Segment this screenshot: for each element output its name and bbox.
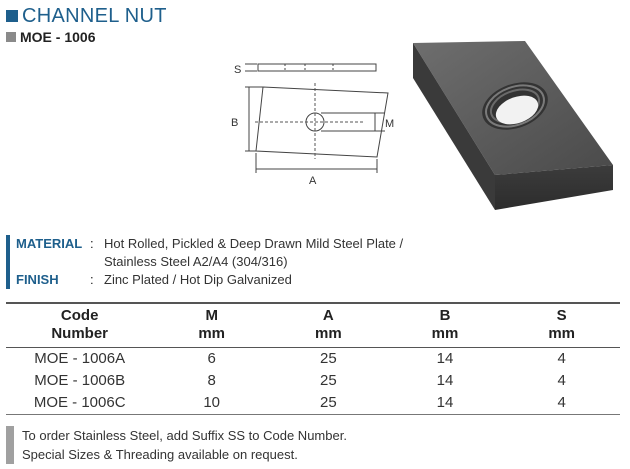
spec-value-line: Stainless Steel A2/A4 (304/316) — [104, 254, 288, 269]
spec-value — [104, 235, 566, 271]
technical-drawing-svg — [225, 55, 415, 195]
m-label: M — [385, 118, 395, 130]
cell-b: 14 — [387, 392, 504, 415]
spec-label: MATERIAL — [16, 236, 83, 251]
column-header-code — [6, 303, 153, 348]
cell-m: 8 — [207, 372, 216, 389]
cell-code: MOE - 1006C — [6, 392, 153, 415]
header-line: mm — [431, 325, 459, 342]
header-line: S — [556, 307, 567, 324]
technical-drawing — [225, 55, 415, 195]
table-row — [6, 370, 620, 392]
header-line: A — [322, 307, 334, 324]
header-line: Number — [51, 325, 109, 342]
dimension-table — [6, 302, 620, 415]
b-label: B — [231, 117, 239, 129]
s-label: S — [234, 64, 242, 76]
cell-code: MOE - 1006B — [34, 372, 126, 389]
footer-note — [6, 426, 347, 464]
table-header-row — [6, 303, 620, 348]
cell-a: 25 — [320, 372, 337, 389]
header-line: B — [439, 307, 451, 324]
spec-value-line: Zinc Plated / Hot Dip Galvanized — [104, 272, 292, 287]
side-view-plate — [258, 64, 376, 71]
cell-b: 14 — [436, 372, 454, 389]
table-row — [6, 392, 620, 415]
cell-m: 6 — [207, 350, 216, 367]
model-number: MOE - 1006 — [20, 29, 96, 45]
channel-nut-image-svg — [405, 38, 620, 213]
footer-line: Special Sizes & Threading available on request. — [22, 447, 298, 462]
channel-nut-image — [405, 38, 620, 213]
spec-value-line: Hot Rolled, Pickled & Deep Drawn Mild Steel Plate / — [104, 236, 404, 251]
header-line: mm — [548, 325, 575, 342]
spec-value — [104, 271, 566, 289]
header-line: M — [205, 307, 218, 324]
header-line: mm — [198, 325, 226, 342]
header-line: Code — [60, 307, 99, 324]
a-label: A — [309, 175, 317, 187]
model-marker — [6, 32, 16, 42]
model-row — [6, 28, 95, 46]
cell-s: 4 — [557, 350, 566, 367]
footer-text — [22, 426, 347, 464]
specifications — [6, 235, 566, 289]
page-title: CHANNEL NUT — [22, 4, 167, 27]
footer-line: To order Stainless Steel, add Suffix SS to Code Number. — [22, 428, 347, 443]
cell-s: 4 — [557, 372, 566, 389]
cell-code: MOE - 1006A — [34, 350, 126, 367]
cell-a: 25 — [320, 350, 337, 367]
title-row — [6, 5, 167, 27]
cell-s: 4 — [503, 392, 620, 415]
column-header-s — [503, 303, 620, 348]
spec-finish — [6, 271, 566, 289]
column-header-b — [387, 303, 504, 348]
cell-a: 25 — [270, 392, 387, 415]
cell-b: 14 — [436, 350, 454, 367]
spec-material — [6, 235, 566, 271]
footer-marker — [6, 426, 14, 464]
spec-marker — [6, 235, 10, 271]
header-line: mm — [315, 325, 342, 342]
spec-colon: : — [90, 272, 94, 287]
column-header-m — [153, 303, 270, 348]
spec-label: FINISH — [16, 272, 59, 287]
table-row — [6, 348, 620, 371]
spec-marker — [6, 271, 10, 289]
spec-colon: : — [90, 236, 94, 251]
title-marker — [6, 10, 18, 22]
cell-m: 10 — [153, 392, 270, 415]
column-header-a — [270, 303, 387, 348]
